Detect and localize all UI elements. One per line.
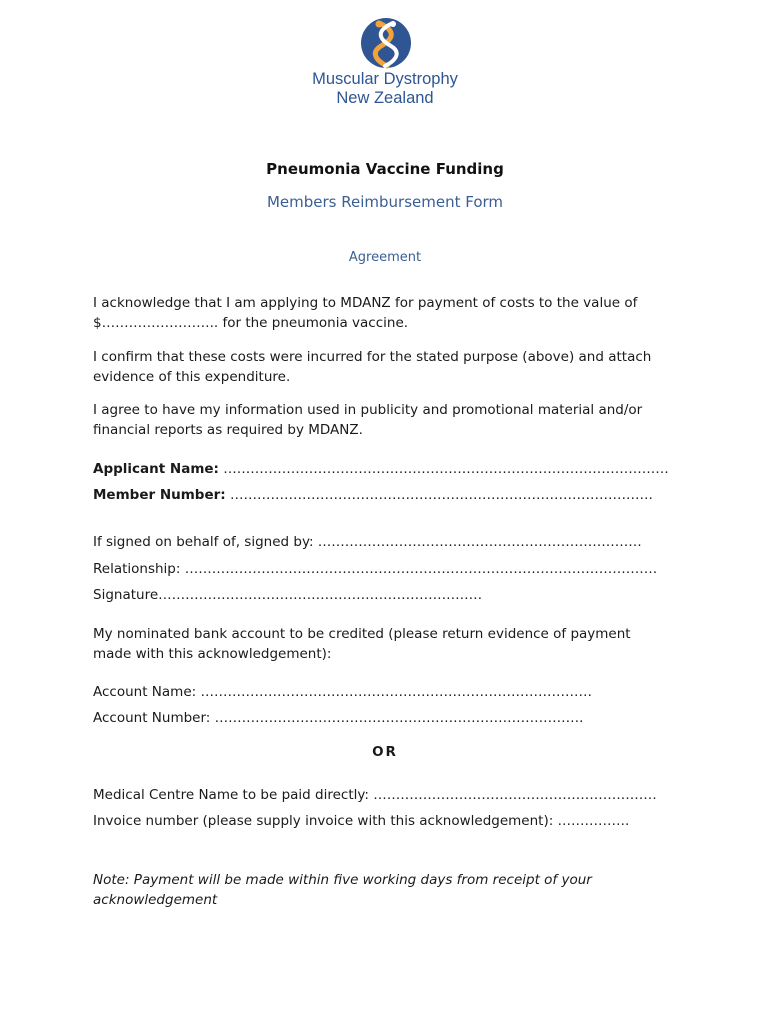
logo-header <box>0 12 770 112</box>
payment-note: Note: Payment will be made within five working days from receipt of your acknowledgement <box>93 872 592 908</box>
acknowledge-line1: I acknowledge that I am applying to MDANZ for payment of costs to the value of <box>93 295 638 311</box>
member-number-dots: …………………………………………………………………………………. <box>225 487 653 503</box>
or-divider: OR <box>372 744 398 760</box>
applicant-name-label: Applicant Name: <box>93 461 219 477</box>
agree-paragraph: I agree to have my information used in publicity and promotional material and/or financial reports as required by MDANZ. <box>93 402 643 438</box>
bank-account-intro: My nominated bank account to be credited (please return evidence of payment made with this acknowledgement): <box>93 626 631 662</box>
applicant-name-field[interactable] <box>93 460 669 479</box>
confirm-paragraph: I confirm that these costs were incurred for the stated purpose (above) and attach evidence of this expenditure. <box>93 349 652 385</box>
medical-centre-field[interactable]: Medical Centre Name to be paid directly: ……………………………………………………… <box>93 787 657 803</box>
organisation-name <box>0 70 770 108</box>
acknowledge-line2: $…………………….. for the pneumonia vaccine. <box>93 315 409 331</box>
section-heading-agreement: Agreement <box>348 250 422 265</box>
signature-field[interactable]: Signature……………………………………………………………… <box>93 587 483 603</box>
member-number-field[interactable] <box>93 486 653 505</box>
applicant-name-dots: ……………………………………………………………………………………… <box>218 461 669 477</box>
form-title: Pneumonia Vaccine Funding <box>266 160 504 178</box>
member-number-label: Member Number: <box>93 487 226 503</box>
account-number-field[interactable]: Account Number: ………………………………………………………………………. <box>93 710 584 726</box>
account-name-field[interactable]: Account Name: …………………………………………………………………………… <box>93 684 592 700</box>
form-subtitle: Members Reimbursement Form <box>266 193 504 211</box>
relationship-field[interactable]: Relationship: …………………………………………………………………………………………… <box>93 561 658 577</box>
signed-on-behalf-field[interactable]: If signed on behalf of, signed by: ……………………………………………………………… <box>93 534 642 550</box>
org-name-line2: New Zealand <box>336 89 434 107</box>
invoice-number-field[interactable]: Invoice number (please supply invoice with this acknowledgement): ……………. <box>93 813 630 829</box>
dna-helix-logo-icon <box>359 16 413 70</box>
org-name-line1: Muscular Dystrophy <box>312 70 458 88</box>
